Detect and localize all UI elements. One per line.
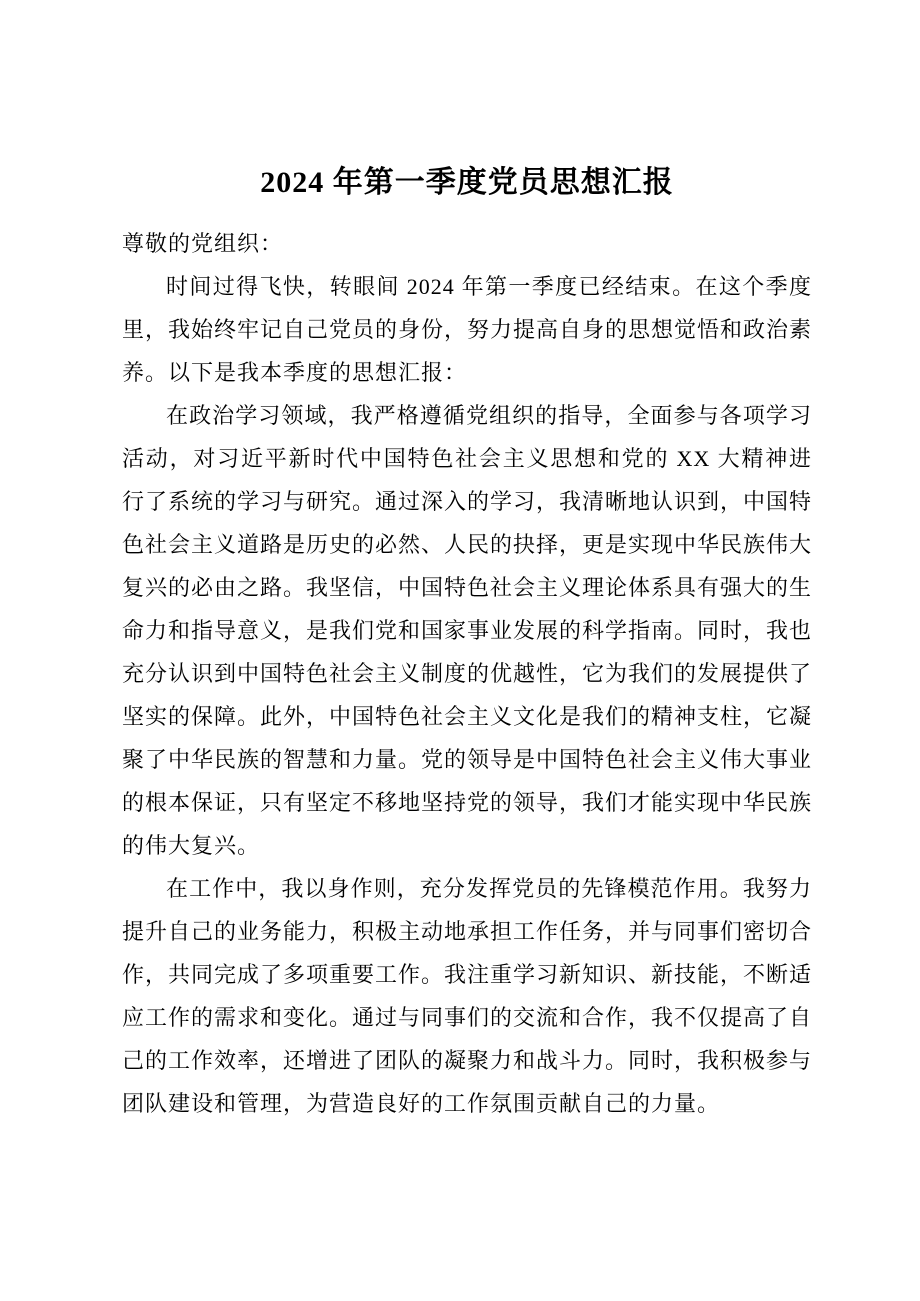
paragraph-work: 在工作中，我以身作则，充分发挥党员的先锋模范作用。我努力提升自己的业务能力，积极主动地承担工作任务，并与同事们密切合作，共同完成了多项重要工作。我注重学习新知识、新技能，不断适应工作的需求和变化。通过与同事们的交流和合作，我不仅提高了自己的工作效率，还增进了团队的凝聚力和战斗力。同时，我积极参与团队建设和管理，为营造良好的工作氛围贡献自己的力量。	[122, 876, 813, 1116]
document-title: 2024 年第一季度党员思想汇报	[260, 166, 674, 199]
paragraph-political-study: 在政治学习领域，我严格遵循党组织的指导，全面参与各项学习活动，对习近平新时代中国特色社会主义思想和党的 XX 大精神进行了系统的学习与研究。通过深入的学习，我清晰地认识到，中国特色社会主义道路是历史的必然、人民的抉择，更是实现中华民族伟大复兴的必由之路。我坚信，中国特色社会主义理论体系具有强大的生命力和指导意义，是我们党和国家事业发展的科学指南。同时，我也充分认识到中国特色社会主义制度的优越性，它为我们的发展提供了坚实的保障。此外，中国特色社会主义文化是我们的精神支柱，它凝聚了中华民族的智慧和力量。党的领导是中国特色社会主义伟大事业的根本保证，只有坚定不移地坚持党的领导，我们才能实现中华民族的伟大复兴。	[122, 403, 813, 858]
paragraph-intro: 时间过得飞快，转眼间 2024 年第一季度已经结束。在这个季度里，我始终牢记自己党员的身份，努力提高自身的思想觉悟和政治素养。以下是我本季度的思想汇报：	[122, 274, 813, 385]
salutation-line: 尊敬的党组织：	[122, 231, 284, 256]
document-body	[122, 222, 812, 1125]
